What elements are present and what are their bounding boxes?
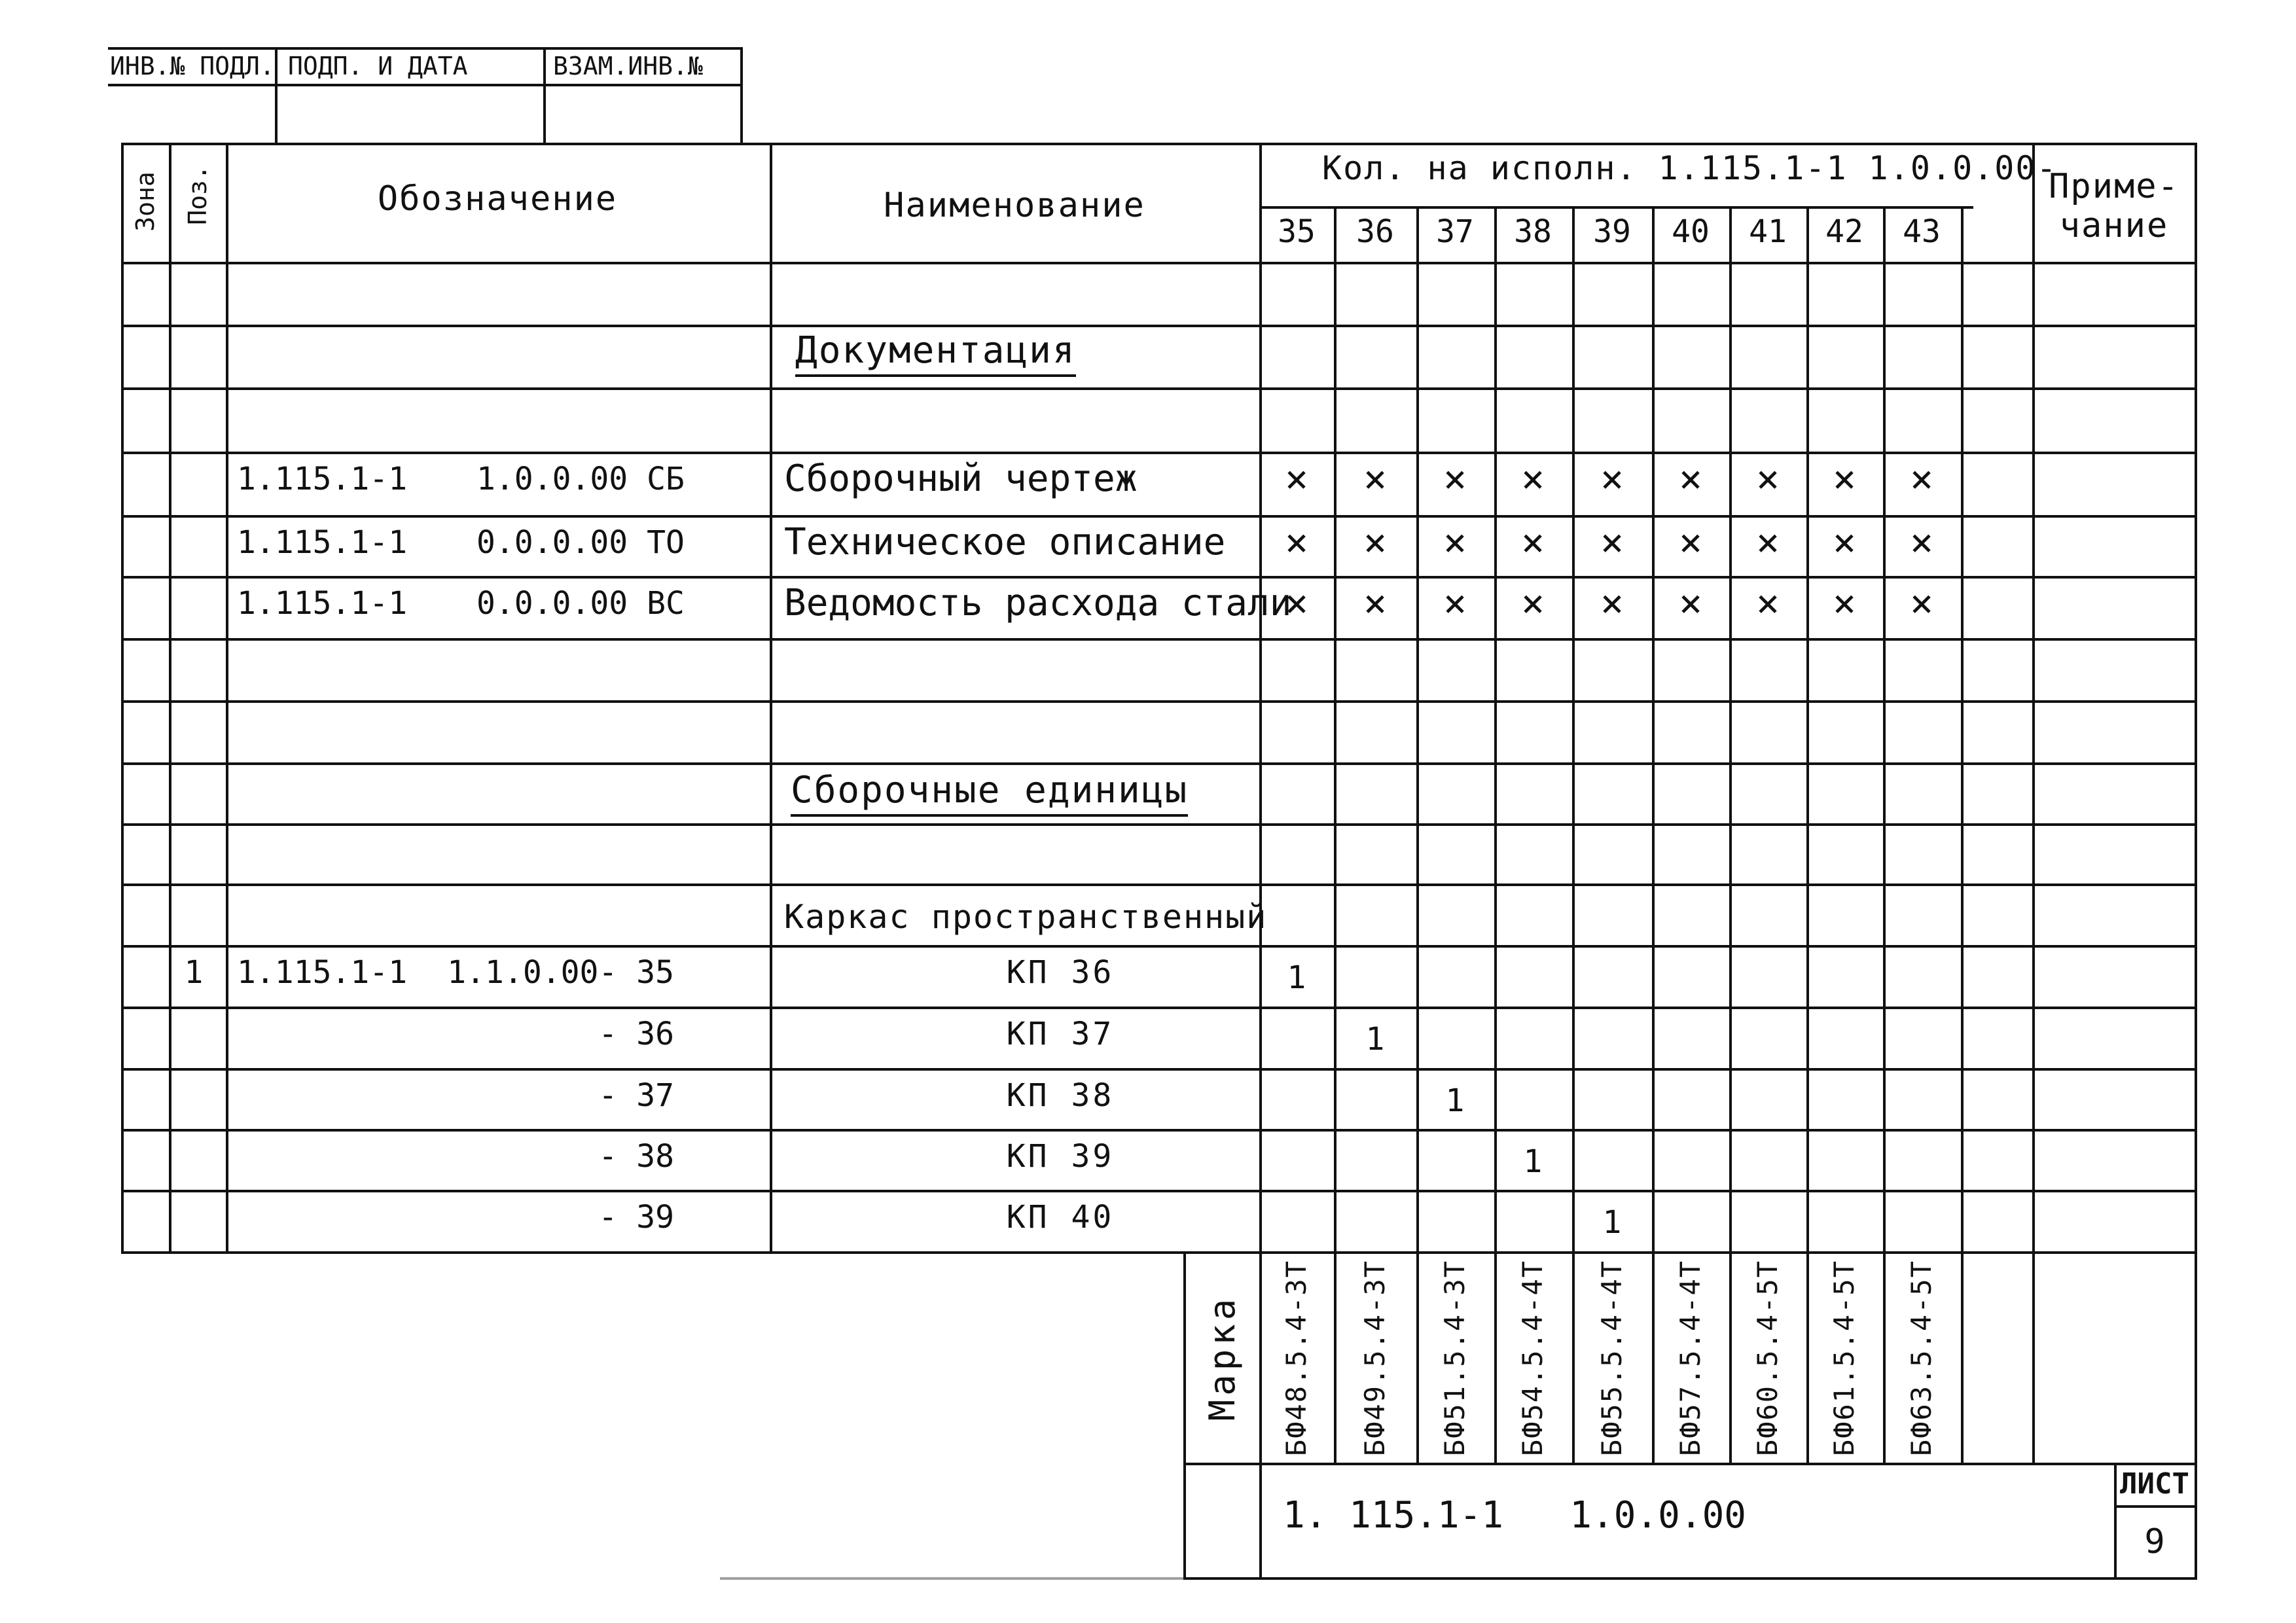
position-number: 1: [184, 954, 204, 991]
included-mark: ×: [1909, 520, 1934, 565]
assembly-name: КП 39: [1006, 1138, 1115, 1175]
marka-value: БФ61.5.4-5Т: [1828, 1259, 1860, 1457]
quantity-value: 1: [1445, 1082, 1465, 1119]
assembly-units-section-title: Сборочные единицы: [791, 772, 1188, 817]
note-header: Приме- чание: [2049, 167, 2179, 245]
doc-name: Ведомость расхода стали: [784, 582, 1292, 624]
included-mark: ×: [1443, 456, 1467, 502]
included-mark: ×: [1363, 456, 1388, 502]
title-block-code: 1. 115.1-1 1.0.0.00: [1283, 1494, 1747, 1537]
marka-value: БФ63.5.4-5Т: [1905, 1259, 1937, 1457]
replace-inv-label: ВЗАМ.ИНВ.№: [553, 52, 703, 80]
included-mark: ×: [1363, 580, 1388, 626]
variant-number: 38: [1514, 213, 1552, 250]
frame-section-title: Каркас пространственный: [784, 898, 1268, 936]
doc-code: 1.115.1-1: [237, 524, 408, 561]
included-mark: ×: [1600, 456, 1624, 502]
sheet-label: ЛИСТ: [2120, 1467, 2189, 1501]
quantity-value: 1: [1523, 1143, 1543, 1180]
qty-header: Кол. на исполн. 1.115.1-1 1.0.0.00-: [1322, 149, 2058, 187]
included-mark: ×: [1520, 580, 1545, 626]
included-mark: ×: [1678, 520, 1703, 565]
assembly-suffix: - 36: [598, 1016, 674, 1052]
doc-name: Техническое описание: [784, 521, 1226, 563]
included-mark: ×: [1363, 520, 1388, 565]
designation-header: Обозначение: [377, 179, 618, 219]
variant-number: 42: [1825, 213, 1863, 250]
quantity-value: 1: [1365, 1021, 1385, 1058]
assembly-name: КП 36: [1006, 954, 1115, 991]
marka-value: БФ54.5.4-4Т: [1516, 1259, 1549, 1457]
variant-number: 41: [1749, 213, 1787, 250]
assembly-suffix: - 37: [598, 1077, 674, 1114]
marka-label: Марка: [1202, 1294, 1243, 1421]
included-mark: ×: [1520, 456, 1545, 502]
included-mark: ×: [1520, 520, 1545, 565]
assembly-suffix: 1.1.0.00- 35: [447, 954, 674, 991]
quantity-value: 1: [1602, 1204, 1622, 1241]
included-mark: ×: [1284, 456, 1309, 502]
zone-header: Зона: [131, 171, 160, 232]
included-mark: ×: [1678, 456, 1703, 502]
variant-number: 43: [1903, 213, 1941, 250]
doc-code: 1.115.1-1: [237, 585, 408, 622]
included-mark: ×: [1678, 580, 1703, 626]
marka-value: БФ49.5.4-3Т: [1359, 1259, 1391, 1457]
inv-no-label: ИНВ.№ ПОДЛ.: [110, 52, 275, 80]
included-mark: ×: [1755, 520, 1780, 565]
marka-value: БФ55.5.4-4Т: [1596, 1259, 1628, 1457]
included-mark: ×: [1832, 520, 1857, 565]
included-mark: ×: [1909, 456, 1934, 502]
variant-number: 40: [1672, 213, 1710, 250]
assembly-name: КП 40: [1006, 1199, 1115, 1236]
included-mark: ×: [1755, 580, 1780, 626]
marka-value: БФ51.5.4-3Т: [1439, 1259, 1471, 1457]
assembly-suffix: - 38: [598, 1138, 674, 1175]
included-mark: ×: [1443, 520, 1467, 565]
assembly-code: 1.115.1-1: [237, 954, 408, 991]
included-mark: ×: [1755, 456, 1780, 502]
marka-value: БФ60.5.4-5Т: [1751, 1259, 1784, 1457]
marka-value: БФ57.5.4-4Т: [1674, 1259, 1706, 1457]
included-mark: ×: [1284, 520, 1309, 565]
included-mark: ×: [1443, 580, 1467, 626]
included-mark: ×: [1832, 456, 1857, 502]
sheet-number: 9: [2144, 1522, 2165, 1561]
included-mark: ×: [1600, 520, 1624, 565]
included-mark: ×: [1832, 580, 1857, 626]
marka-value: БФ48.5.4-3Т: [1280, 1259, 1312, 1457]
assembly-name: КП 38: [1006, 1077, 1115, 1114]
sign-date-label: ПОДП. И ДАТА: [288, 52, 468, 80]
variant-number: 37: [1436, 213, 1474, 250]
pos-header: Поз.: [183, 165, 212, 225]
doc-code: 1.115.1-1: [237, 461, 408, 497]
doc-name: Сборочный чертеж: [784, 457, 1138, 500]
assembly-suffix: - 39: [598, 1199, 674, 1236]
doc-suffix: 1.0.0.00 СБ: [476, 461, 685, 497]
variant-number: 39: [1593, 213, 1631, 250]
doc-suffix: 0.0.0.00 ТО: [476, 524, 685, 561]
documentation-section-title: Документация: [795, 332, 1076, 377]
included-mark: ×: [1600, 580, 1624, 626]
variant-number: 35: [1278, 213, 1316, 250]
assembly-name: КП 37: [1006, 1016, 1115, 1052]
included-mark: ×: [1909, 580, 1934, 626]
variant-number: 36: [1356, 213, 1394, 250]
name-header: Наименование: [884, 186, 1145, 225]
doc-suffix: 0.0.0.00 ВС: [476, 585, 685, 622]
included-mark: ×: [1284, 580, 1309, 626]
quantity-value: 1: [1287, 959, 1306, 996]
